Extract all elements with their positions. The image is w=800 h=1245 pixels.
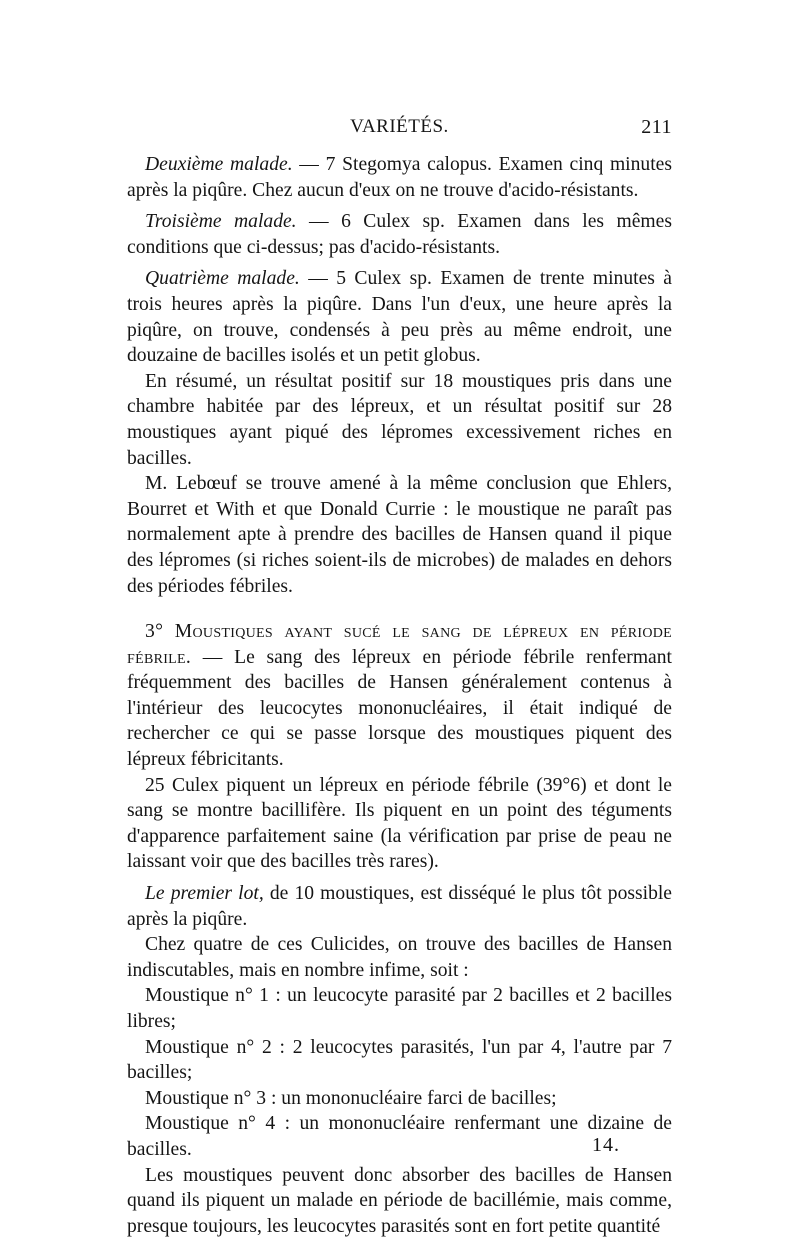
paragraph-text: — 7 Stegomya calopus. Examen cinq minutes après la piqûre. Chez aucun d'eux on ne trouve d'acido-résistants. xyxy=(127,154,672,201)
paragraph-text: Moustique n° 1 : un leucocyte parasité par 2 bacilles et 2 bacilles libres; xyxy=(127,985,672,1032)
paragraph-quatre-culicides xyxy=(127,932,672,983)
paragraph-text: Moustique n° 3 : un mononucléaire farci de bacilles; xyxy=(145,1087,557,1109)
signature-mark: 14. xyxy=(592,1134,620,1156)
paragraph-text: — 6 Culex sp. Examen dans les mêmes conditions que ci-dessus; pas d'acido-résistants. xyxy=(127,211,672,258)
paragraph-leboeuf xyxy=(127,471,672,599)
list-item-moustique-4 xyxy=(127,1111,672,1162)
page-header xyxy=(127,116,672,144)
paragraph-premier-lot xyxy=(127,881,672,932)
paragraph-text: Chez quatre de ces Culicides, on trouve des bacilles de Hansen indiscutables, mais en nombre infime, soit : xyxy=(127,934,672,981)
paragraph-conclusion xyxy=(127,1163,672,1240)
paragraph-text: Les moustiques peuvent donc absorber des bacilles de Hansen quand ils piquent un malade en période de bacillémie, mais comme, presque toujours, les leucocytes parasités sont en fort petite quantité xyxy=(127,1164,672,1237)
page-number: 211 xyxy=(641,116,672,138)
list-item-moustique-1 xyxy=(127,983,672,1034)
paragraph-text: de 10 moustiques, est disséqué le plus tôt possible après la piqûre. xyxy=(127,883,673,930)
list-item-moustique-3 xyxy=(127,1086,672,1112)
paragraph-lead: Troisième malade. xyxy=(145,211,297,233)
list-item-moustique-2 xyxy=(127,1035,672,1086)
section-heading: 3° Moustiques ayant sucé le sang de lépreux en période fébrile. xyxy=(127,621,672,668)
paragraph-lead: Le premier lot, xyxy=(145,883,264,905)
running-title: VARIÉTÉS. xyxy=(350,116,449,137)
paragraph-text: Moustique n° 4 : un mononucléaire renfermant une dizaine de bacilles. xyxy=(127,1113,672,1160)
section-3-heading-paragraph xyxy=(127,619,672,773)
paragraph-resume xyxy=(127,369,672,471)
paragraph-quatrieme-malade xyxy=(127,266,672,368)
paragraph-lead: Quatrième malade. xyxy=(145,268,300,290)
paragraph-lead: Deuxième malade. xyxy=(145,154,293,175)
paragraph-text: 25 Culex piquent un lépreux en période fébrile (39°6) et dont le sang se montre bacillifère. Ils piquent en un point des téguments d'apparence parfaitement saine (la vérification par prise de peau ne laissant voir que des bacilles très rares). xyxy=(127,774,672,873)
paragraph-text: — Le sang des lépreux en période fébrile renfermant fréquemment des bacilles de Hansen généralement contenus à l'intérieur des leucocytes mononucléaires, il était indiqué de rechercher ce qui se passe lorsque des moustiques piquent des lépreux fébricitants. xyxy=(127,646,672,771)
paragraph-text: En résumé, un résultat positif sur 18 moustiques pris dans une chambre habitée par des lépreux, et un résultat positif sur 28 moustiques ayant piqué des lépromes excessivement riches en bacilles. xyxy=(127,370,672,469)
paragraph-text: — 5 Culex sp. Examen de trente minutes à trois heures après la piqûre. Dans l'un d'eux, une heure après la piqûre, on trouve, condensés à peu près au même endroit, une douzaine de bacilles isolés et un petit globus. xyxy=(127,268,672,367)
paragraph-25-culex xyxy=(127,773,672,875)
paragraph-troisieme-malade xyxy=(127,209,672,260)
body-text xyxy=(127,152,672,1239)
paragraph-deuxieme-malade xyxy=(127,152,672,203)
paragraph-text: M. Lebœuf se trouve amené à la même conclusion que Ehlers, Bourret et With et que Donald Currie : le moustique ne paraît pas normalement apte à prendre des bacilles de Hansen quand il pique des lépromes (si riches soient-ils de microbes) de malades en dehors des périodes fébriles. xyxy=(127,473,672,597)
paragraph-text: Moustique n° 2 : 2 leucocytes parasités, l'un par 4, l'autre par 7 bacilles; xyxy=(127,1036,672,1084)
